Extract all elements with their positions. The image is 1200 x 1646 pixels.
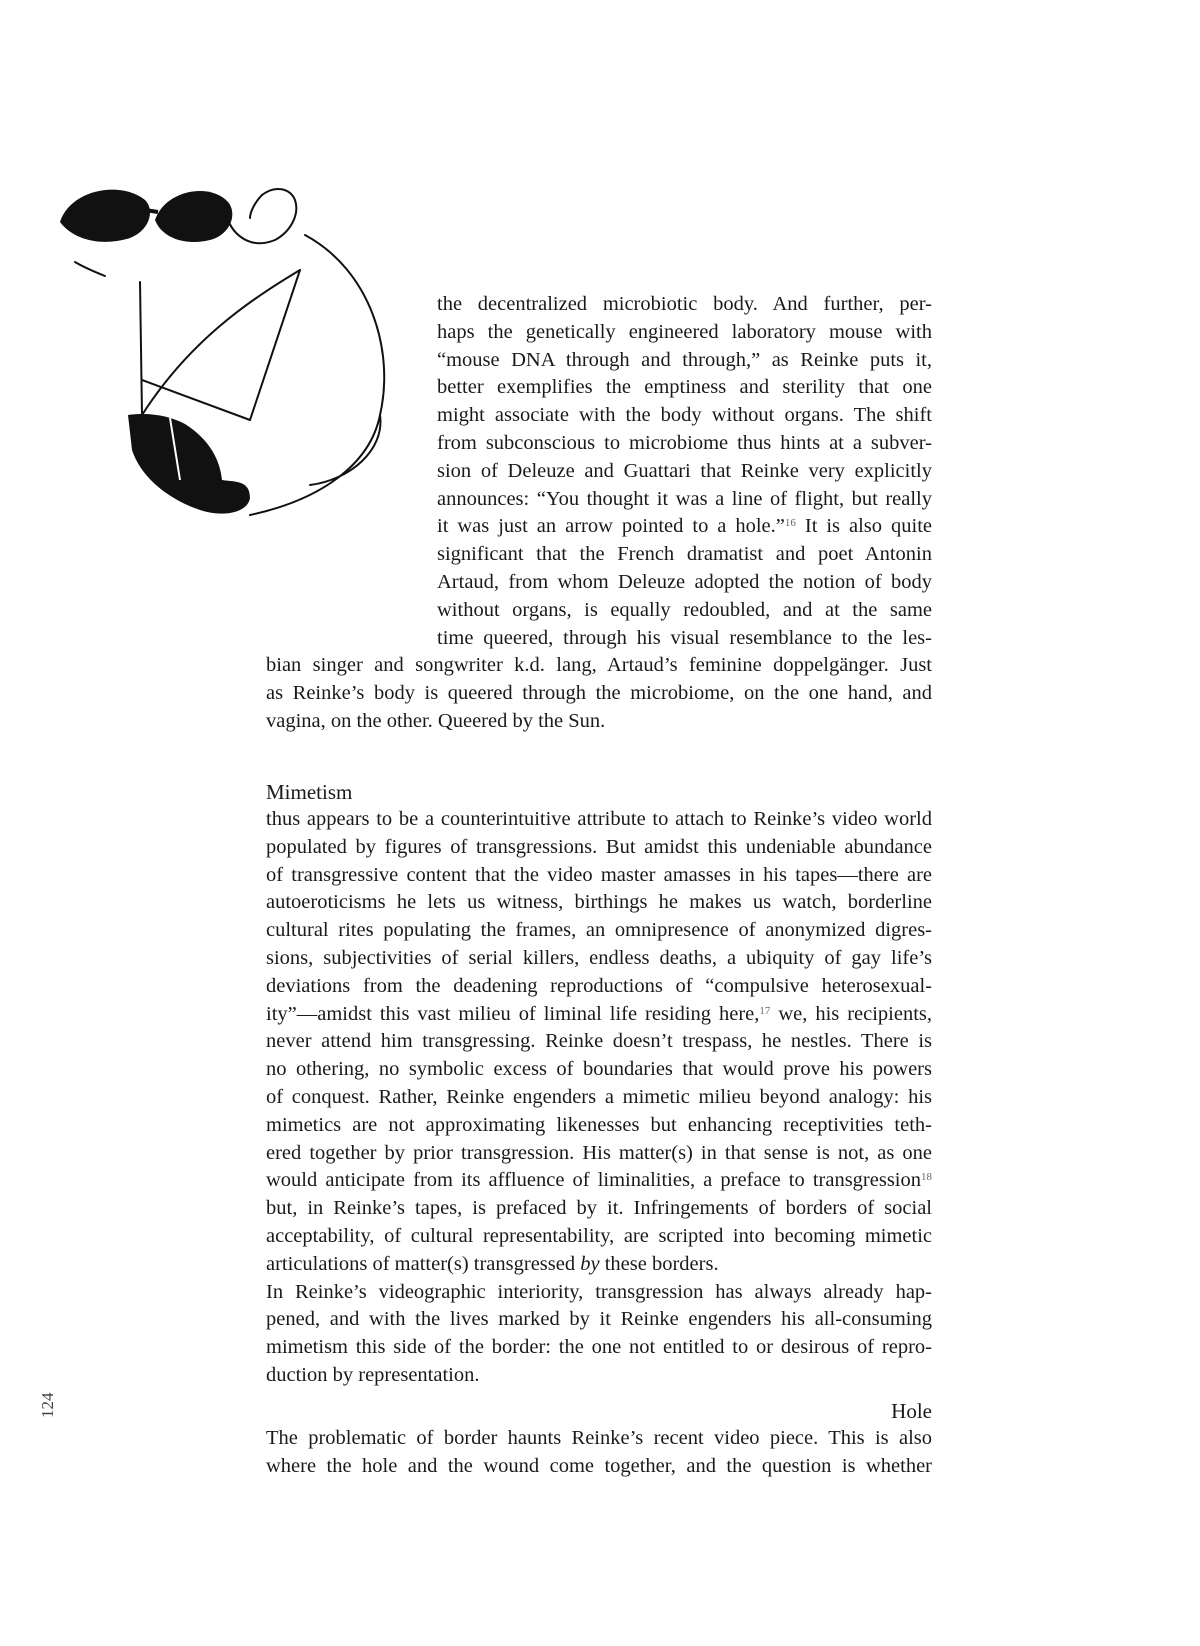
- text-line: significant that the French dramatist and poet Antonin: [437, 543, 932, 566]
- text-line: deviations from the deadening reproductions of “compulsive heterosexual-: [266, 974, 932, 997]
- footnote-ref[interactable]: 17: [759, 1004, 771, 1017]
- text-line: mimetism this side of the border: the one not entitled to or desirous of repro-: [266, 1336, 932, 1359]
- text-line: mimetics are not approximating likenesses but enhancing receptivities teth-: [266, 1113, 932, 1136]
- text-line: autoeroticisms he lets us witness, birthings he makes us watch, borderline: [266, 891, 932, 914]
- section-heading-mimetism: Mimetism: [266, 780, 353, 804]
- text-line: time queered, through his visual resemblance to the les-: [437, 626, 932, 649]
- text-line: bian singer and songwriter k.d. lang, Artaud’s feminine doppelgänger. Just: [266, 654, 932, 676]
- intro-paragraph: [437, 291, 932, 652]
- text-line: pened, and with the lives marked by it Reinke engenders his all-consuming: [266, 1308, 932, 1331]
- text-line-with-footnote: ity”—amidst this vast milieu of liminal life residing here,$^{17}$ we, his recipients,: [266, 1002, 933, 1025]
- figure-illustration: [50, 180, 410, 550]
- text-line: populated by figures of transgressions. But amidst this undeniable abundance: [266, 835, 932, 858]
- text-line: cultural rites populating the frames, an omnipresence of anonymized digres-: [266, 919, 932, 942]
- text-line: sions, subjectivities of serial killers, endless deaths, a ubiquity of gay life’s: [266, 946, 932, 969]
- section-heading-hole: Hole: [891, 1399, 932, 1423]
- footnote-ref[interactable]: 16: [784, 517, 796, 530]
- footnote-ref[interactable]: 18: [921, 1171, 932, 1184]
- text-line: articulations of matter(s) transgressed by these borders.: [266, 1252, 719, 1275]
- text-line: of transgressive content that the video master amasses in his tapes—there are: [266, 863, 932, 886]
- intro-continuation: [266, 652, 932, 735]
- text-line: In Reinke’s videographic interiority, transgression has always already hap-: [266, 1280, 932, 1303]
- page-number: 124: [38, 1392, 57, 1418]
- hole-section: [266, 1397, 932, 1481]
- text-line: the decentralized microbiotic body. And further, per-: [437, 293, 932, 315]
- text-line: no othering, no symbolic excess of boundaries that would prove his powers: [266, 1058, 932, 1081]
- text-line: of conquest. Rather, Reinke engenders a mimetic milieu beyond analogy: his: [266, 1085, 932, 1108]
- text-line: announces: “You thought it was a line of flight, but really: [437, 487, 932, 510]
- text-line: from subconscious to microbiome thus hints at a subver-: [437, 431, 932, 454]
- text-line: acceptability, of cultural representability, are scripted into becoming mimetic: [266, 1224, 932, 1247]
- text-line: sion of Deleuze and Guattari that Reinke very explicitly: [437, 459, 932, 482]
- text-line: vagina, on the other. Queered by the Sun.: [266, 709, 606, 732]
- text-line: haps the genetically engineered laboratory mouse with: [437, 320, 932, 343]
- text-line: but, in Reinke’s tapes, is prefaced by it. Infringements of borders of social: [266, 1197, 932, 1220]
- text-line: might associate with the body without organs. The shift: [437, 404, 932, 427]
- text-line: where the hole and the wound come together, and the question is whether: [266, 1454, 932, 1477]
- mimetism-section: [266, 778, 932, 1390]
- text-line: Artaud, from whom Deleuze adopted the notion of body: [437, 570, 932, 593]
- text-line: duction by representation.: [266, 1363, 480, 1386]
- text-line-with-footnote: it was just an arrow pointed to a hole.”$^{16}$ It is also quite: [437, 515, 932, 538]
- text-line: “mouse DNA through and through,” as Reinke puts it,: [437, 348, 932, 371]
- text-line: as Reinke’s body is queered through the microbiome, on the one hand, and: [266, 681, 932, 704]
- text-line: better exemplifies the emptiness and sterility that one: [437, 376, 932, 399]
- text-line-with-footnote: would anticipate from its affluence of liminalities, a preface to transgression$^{18}$: [266, 1169, 932, 1192]
- text-line: without organs, is equally redoubled, and at the same: [437, 598, 932, 621]
- text-line: thus appears to be a counterintuitive attribute to attach to Reinke’s video world: [266, 808, 932, 830]
- text-line: The problematic of border haunts Reinke’s recent video piece. This is also: [266, 1427, 932, 1449]
- text-line: never attend him transgressing. Reinke doesn’t trespass, he nestles. There is: [266, 1030, 932, 1053]
- text-line: ered together by prior transgression. His matter(s) in that sense is not, as one: [266, 1141, 932, 1164]
